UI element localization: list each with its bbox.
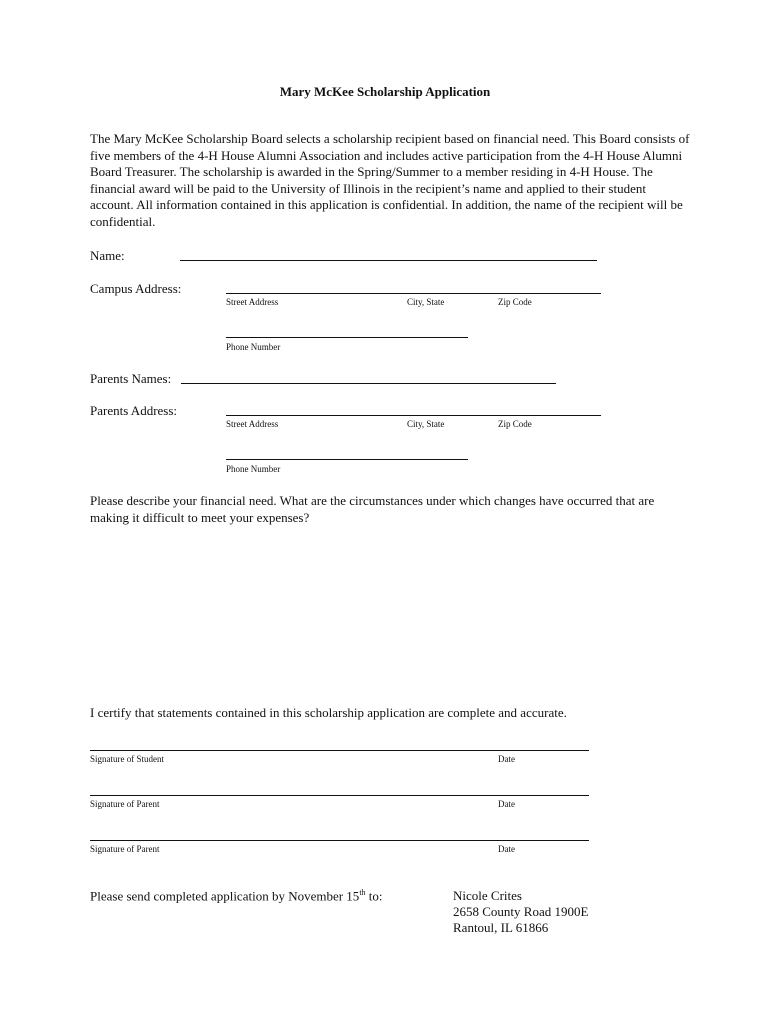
parent-date-caption-2: Date [498, 844, 515, 854]
campus-phone-caption: Phone Number [226, 342, 281, 352]
parent-signature-caption-2: Signature of Parent [90, 844, 160, 854]
student-signature-caption: Signature of Student [90, 754, 164, 764]
parent-signature-line-2[interactable] [90, 840, 589, 841]
campus-city-caption: City, State [407, 297, 445, 307]
student-date-caption: Date [498, 754, 515, 764]
parent-date-caption-1: Date [498, 799, 515, 809]
campus-address-field[interactable] [226, 293, 601, 294]
certification-statement: I certify that statements contained in this scholarship application are complete and accurate. [90, 705, 567, 720]
parents-zip-caption: Zip Code [498, 419, 532, 429]
parent-signature-line-1[interactable] [90, 795, 589, 796]
send-instructions [90, 888, 383, 904]
send-text-end: to: [365, 888, 383, 904]
parents-phone-caption: Phone Number [226, 464, 281, 474]
recipient-city: Rantoul, IL 61866 [453, 920, 549, 935]
send-text-superscript: th [359, 888, 366, 897]
name-label: Name: [90, 248, 125, 263]
parents-phone-field[interactable] [226, 459, 468, 460]
send-text: Please send completed application by November 15 [90, 888, 360, 904]
recipient-name: Nicole Crites [453, 888, 522, 903]
parents-city-caption: City, State [407, 419, 445, 429]
campus-phone-field[interactable] [226, 337, 468, 338]
name-field[interactable] [180, 260, 597, 261]
campus-address-label: Campus Address: [90, 281, 182, 296]
parent-signature-caption-1: Signature of Parent [90, 799, 160, 809]
parents-address-label: Parents Address: [90, 403, 178, 418]
financial-need-answer-area[interactable] [90, 535, 690, 690]
document-title: Mary McKee Scholarship Application [279, 84, 491, 99]
parents-street-caption: Street Address [226, 419, 279, 429]
intro-paragraph: The Mary McKee Scholarship Board selects a scholarship recipient based on financial need. This Board consists of five members of the 4-H House Alumni Association and includes active participation from the 4-H House Alumni Board Treasurer. The scholarship is awarded in the Spring/Summer to a member residing in 4-H House. The financial award will be paid to the University of Illinois in the recipient’s name and applied to their student account. All information contained in this application is confidential. In addition, the name of the recipient will be confidential. [90, 131, 690, 229]
financial-need-question: Please describe your financial need. What are the circumstances under which changes have occurred that are making it difficult to meet your expenses? [90, 493, 655, 525]
campus-street-caption: Street Address [226, 297, 279, 307]
parents-names-label: Parents Names: [90, 371, 172, 386]
parents-address-field[interactable] [226, 415, 601, 416]
student-signature-line[interactable] [90, 750, 589, 751]
recipient-street: 2658 County Road 1900E [453, 904, 589, 919]
campus-zip-caption: Zip Code [498, 297, 532, 307]
parents-names-field[interactable] [181, 383, 556, 384]
